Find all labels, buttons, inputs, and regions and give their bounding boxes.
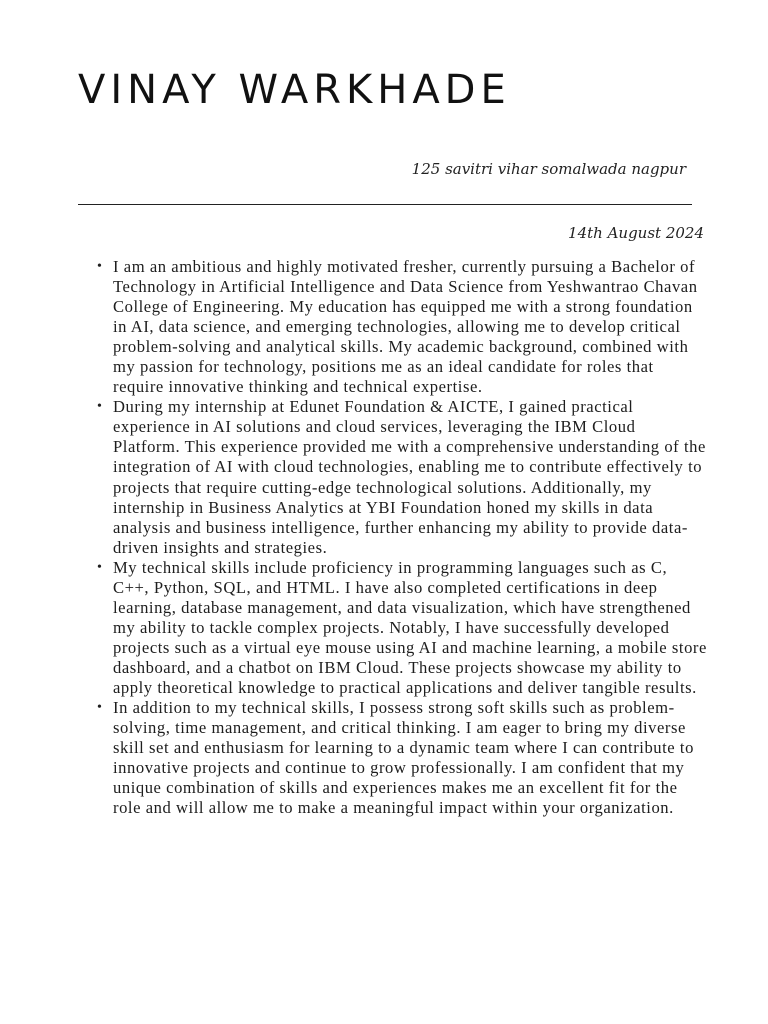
- list-item: [97, 557, 707, 698]
- letter-body-list: [97, 257, 707, 818]
- paragraph-text: During my internship at Edunet Foundation & AICTE, I gained practical experience in AI solutions and cloud services, leveraging the IBM Cloud Platform. This experience provided me with a comprehensive understanding of the integration of AI with cloud technologies, enabling me to contribute effectively to projects that require cutting-edge technological solutions. Additionally, my internship in Business Analytics at YBI Foundation honed my skills in data analysis and business intelligence, further enhancing my ability to provide data-driven insights and strategies.: [113, 397, 706, 557]
- paragraph-text: I am an ambitious and highly motivated fresher, currently pursuing a Bachelor of Technology in Artificial Intelligence and Data Science from Yeshwantrao Chavan College of Engineering. My education has equipped me with a strong foundation in AI, data science, and emerging technologies, allowing me to develop critical problem-solving and analytical skills. My academic background, combined with my passion for technology, positions me as an ideal candidate for roles that require innovative thinking and technical expertise.: [113, 257, 698, 397]
- list-item: [97, 257, 707, 397]
- bullet-icon: •: [97, 700, 103, 716]
- paragraph-text: In addition to my technical skills, I possess strong soft skills such as problem-solving, time management, and critical thinking. I am eager to bring my diverse skill set and enthusiasm for learning to a dynamic team where I can contribute to innovative projects and continue to grow professionally. I am confident that my unique combination of skills and experiences makes me an excellent fit for the role and will allow me to make a meaningful impact within your organization.: [113, 698, 694, 818]
- bullet-icon: •: [97, 559, 103, 575]
- applicant-name: VINAY WARKHADE: [78, 67, 511, 113]
- list-item: [97, 698, 707, 818]
- applicant-address: 125 savitri vihar somalwada nagpur: [411, 160, 686, 178]
- paragraph-text: My technical skills include proficiency in programming languages such as C, C++, Python, SQL, and HTML. I have also completed certifications in deep learning, database management, and data visualization, which have strengthened my ability to tackle complex projects. Notably, I have successfully developed projects such as a virtual eye mouse using AI and machine learning, a mobile store dashboard, and a chatbot on IBM Cloud. These projects showcase my ability to apply theoretical knowledge to practical applications and deliver tangible results.: [113, 557, 707, 697]
- bullet-icon: •: [97, 399, 103, 415]
- bullet-icon: •: [97, 259, 103, 274]
- letter-date: 14th August 2024: [568, 224, 704, 242]
- list-item: [97, 397, 707, 557]
- header-divider: [78, 204, 692, 205]
